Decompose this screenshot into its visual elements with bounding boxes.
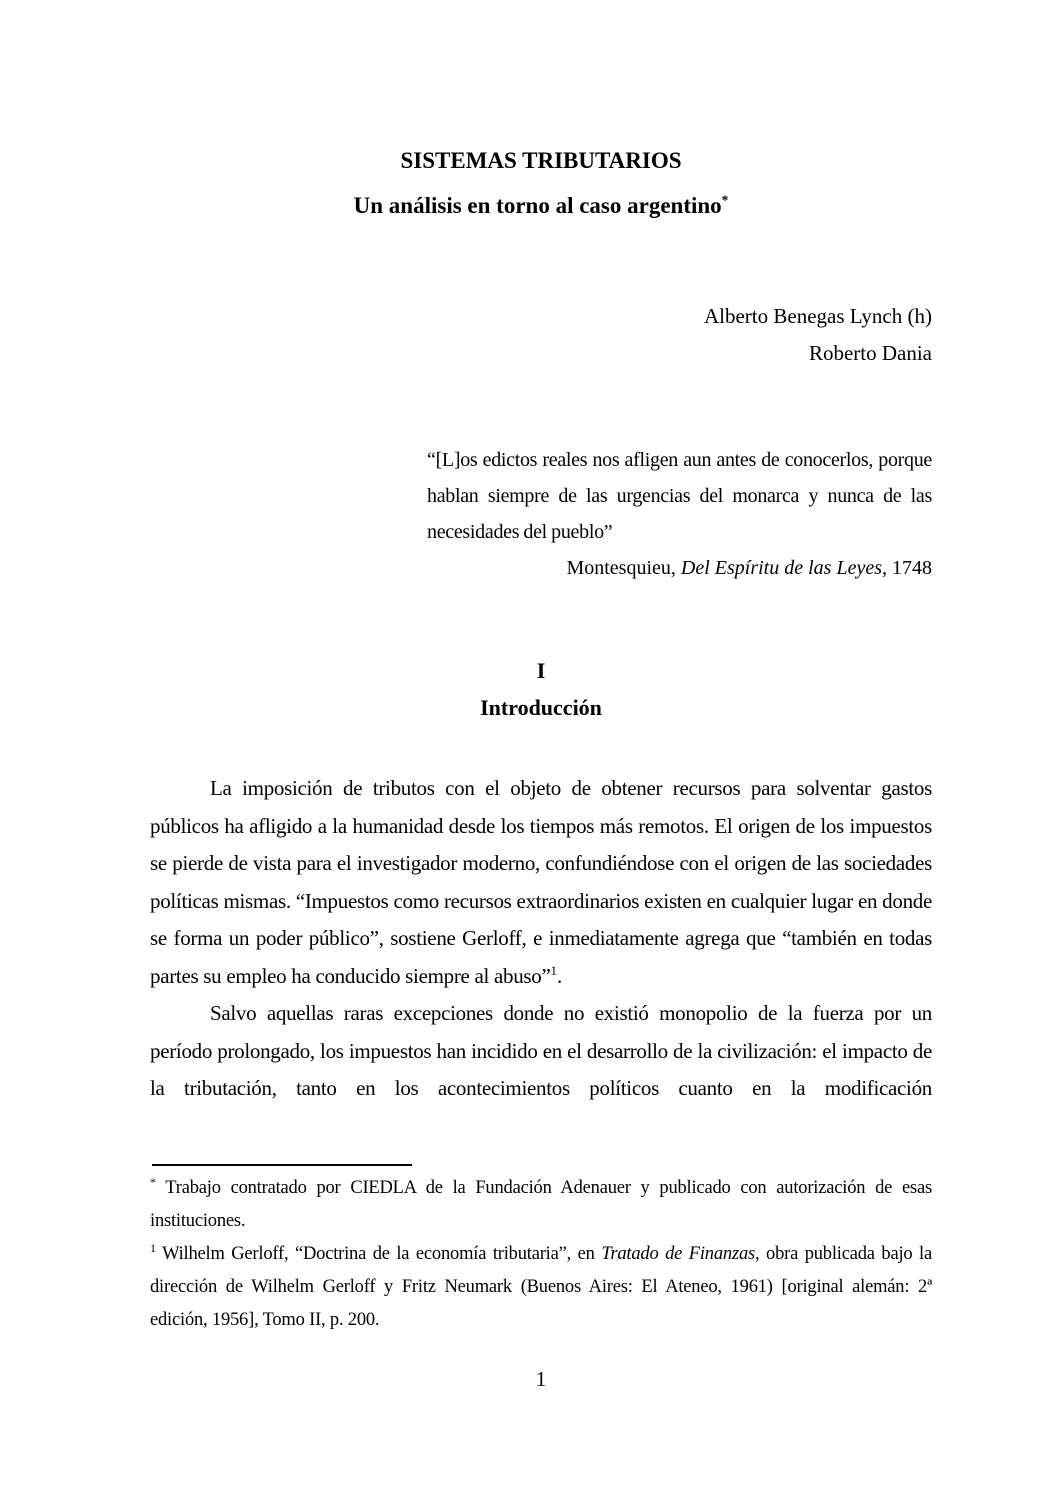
author-name-2: Roberto Dania (808, 341, 932, 365)
footnote-separator (152, 1164, 412, 1166)
epigraph-attribution (427, 550, 932, 586)
footnote-ref-1: 1 (550, 962, 558, 978)
section-heading (150, 652, 932, 726)
epigraph-attribution-year: , 1748 (882, 557, 932, 579)
document-content (0, 138, 1058, 1392)
section-number: I (536, 658, 546, 683)
title-footnote-mark: * (721, 192, 729, 208)
footnote-star-mark: * (150, 1174, 156, 1189)
footnote-1-text-b: , obra publicada bajo la dirección de Wilhelm Gerloff y Fritz Neumark (Buenos Aires: El Ateneo, 1961) [original alemán: 2ª edición, 1956], Tomo II, p. 200. (150, 1243, 933, 1330)
paragraph-1-period: . (557, 963, 562, 988)
author-block (150, 298, 932, 372)
paragraph-2: Salvo aquellas raras excepciones donde no existió monopolio de la fuerza por un período prolongado, los impuestos han incidido en el desarrollo de la civilización: el impacto de la tributación, tanto en los acontecimientos políticos cuanto en la modificación (150, 1001, 932, 1100)
footnote-star (150, 1172, 932, 1238)
epigraph-attribution-work: Del Espíritu de las Leyes (680, 557, 882, 579)
paragraph-1-text: La imposición de tributos con el objeto de obtener recursos para solventar gastos públicos ha afligido a la humanidad desde los tiempos más remotos. El origen de los impuestos se pierde de vista para el investigador moderno, confundiéndose con el origen de las sociedades políticas mismas. “Impuestos como recursos extraordinarios existen en cualquier lugar en donde se forma un poder público”, sostiene Gerloff, e inmediatamente agrega que “también en todas partes su empleo ha conducido siempre al abuso” (150, 776, 932, 988)
page-number: 1 (535, 1366, 547, 1391)
epigraph (427, 442, 932, 586)
footnote-1-mark: 1 (150, 1240, 156, 1255)
document-subtitle (150, 183, 932, 228)
footnote-star-text: Trabajo contratado por CIEDLA de la Fundación Adenauer y publicado con autorización de esas instituciones. (150, 1177, 932, 1231)
author-name-1: Alberto Benegas Lynch (h) (703, 304, 932, 328)
document-subtitle-text: Un análisis en torno al caso argentino (353, 193, 722, 218)
footnote-1-work-title: Tratado de Finanzas (601, 1243, 756, 1264)
footnote-1-text-a: Wilhelm Gerloff, “Doctrina de la economía tributaria”, en (155, 1243, 602, 1264)
title-block (150, 138, 932, 228)
footnote-1 (150, 1238, 932, 1337)
paragraph-1 (150, 770, 932, 995)
document-title: SISTEMAS TRIBUTARIOS (400, 148, 682, 173)
section-title: Introducción (480, 695, 602, 720)
epigraph-attribution-author: Montesquieu, (566, 557, 681, 579)
epigraph-quote: “[L]os edictos reales nos afligen aun antes de conocerlos, porque hablan siempre de las urgencias del monarca y nunca de las necesidades del pueblo” (427, 449, 932, 543)
